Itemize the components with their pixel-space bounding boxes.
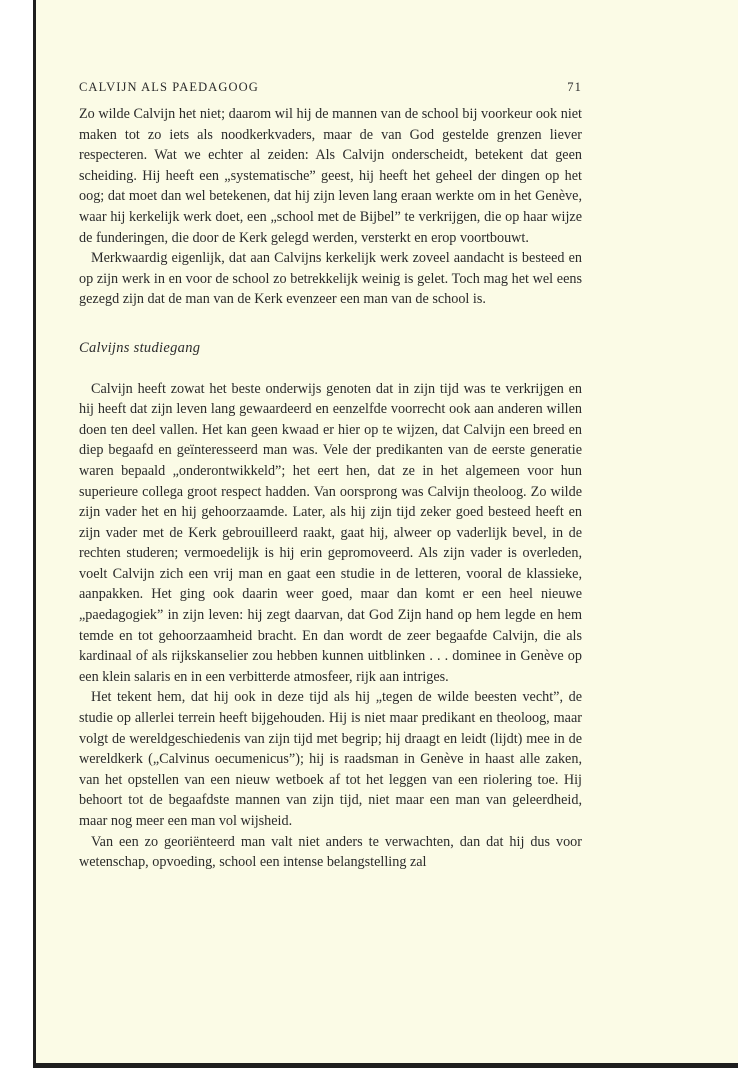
running-head-title: CALVIJN ALS PAEDAGOOG (79, 80, 259, 94)
paragraph: Zo wilde Calvijn het niet; daarom wil hij de mannen van de school bij voorkeur ook niet maken tot zo iets als noodkerkvaders, maar de van God gestelde grenzen liever respecteren. Wat we echter al zeiden: Als Calvijn onderscheidt, betekent dat geen scheiding. Hij heeft een „systematische” geest, hij heeft het geheel der dingen op het oog; dat moet dan wel betekenen, dat hij zijn leven lang eraan werkte om in het Genève, waar hij kerkelijk werk doet, een „school met de Bijbel” te verkrijgen, die op haar wijze de funderingen, die door de Kerk gelegd werden, versterkt en erop voortbouwt. (79, 106, 582, 246)
page-number: 71 (567, 80, 582, 94)
paragraph: Merkwaardig eigenlijk, dat aan Calvijns kerkelijk werk zoveel aandacht is besteed en op zijn werk in en voor de school zo betrekkelijk weinig is gelet. Toch mag het wel eens gezegd zijn dat de man van de Kerk evenzeer een man van de school is. (79, 250, 582, 308)
running-head (79, 80, 582, 95)
page-edge-left (33, 0, 36, 1068)
paragraph: Van een zo georiënteerd man valt niet anders te verwachten, dan dat hij dus voor wetenschap, opvoeding, school een intense belangstelling zal (79, 833, 582, 871)
page-edge-bottom (33, 1063, 738, 1068)
body-text (79, 104, 582, 873)
paragraph: Het tekent hem, dat hij ook in deze tijd als hij „tegen de wilde beesten vecht”, de studie op allerlei terrein heeft bijgehouden. Hij is niet maar predikant en theoloog, maar volgt de wereldgeschiedenis van zijn tijd met begrip; hij draagt en leidt (lijdt) mee in de wereldkerk („Calvinus oecumenicus”); hij is raadsman in Genève in haast alle zaken, van het opstellen van een nieuw wetboek af tot het leggen van een riolering toe. Hij behoort tot de begaafdste mannen van zijn tijd, niet maar een man van geleerdheid, maar nog meer een man vol wijsheid. (79, 689, 582, 829)
section-heading: Calvijns studiegang (79, 339, 201, 356)
paragraph: Calvijn heeft zowat het beste onderwijs genoten dat in zijn tijd was te verkrijgen en hij heeft dat zijn leven lang gewaardeerd en eenzelfde voorrecht ook aan anderen willen doen ten deel vallen. Het kan geen kwaad er hier op te wijzen, dat Calvijn een breed en diep begaafd en geïnteresseerd man was. Vele der predikanten van de eerste generatie waren bepaald „onderontwikkeld”; het eert hen, dat ze in het algemeen voor hun superieure collega groot respect hadden. Van oorsprong was Calvijn theoloog. Zo wilde zijn vader het en hij gehoorzaamde. Later, als hij zijn tijd zeker goed besteed heeft en zijn vader met de Kerk gebrouilleerd raakt, gaat hij, alweer op vaderlijk bevel, in de rechten studeren; vermoedelijk is hij erin gepromoveerd. Als zijn vader is overleden, voelt Calvijn zich een vrij man en gaat een studie in de letteren, vooral de klassieke, aanpakken. Het ging ook daarin weer goed, maar dan komt er een heel nieuwe „paedagogiek” in zijn leven: hij zegt daarvan, dat God Zijn hand op hem legde en hem temde en tot gehoorzaamheid bracht. En dan wordt de zeer begaafde Calvijn, die als kardinaal of als rijkskanselier zou hebben kunnen uitblinken . . . dominee in Genève op een klein salaris en in een verbitterde atmosfeer, rijk aan intriges. (79, 380, 582, 685)
